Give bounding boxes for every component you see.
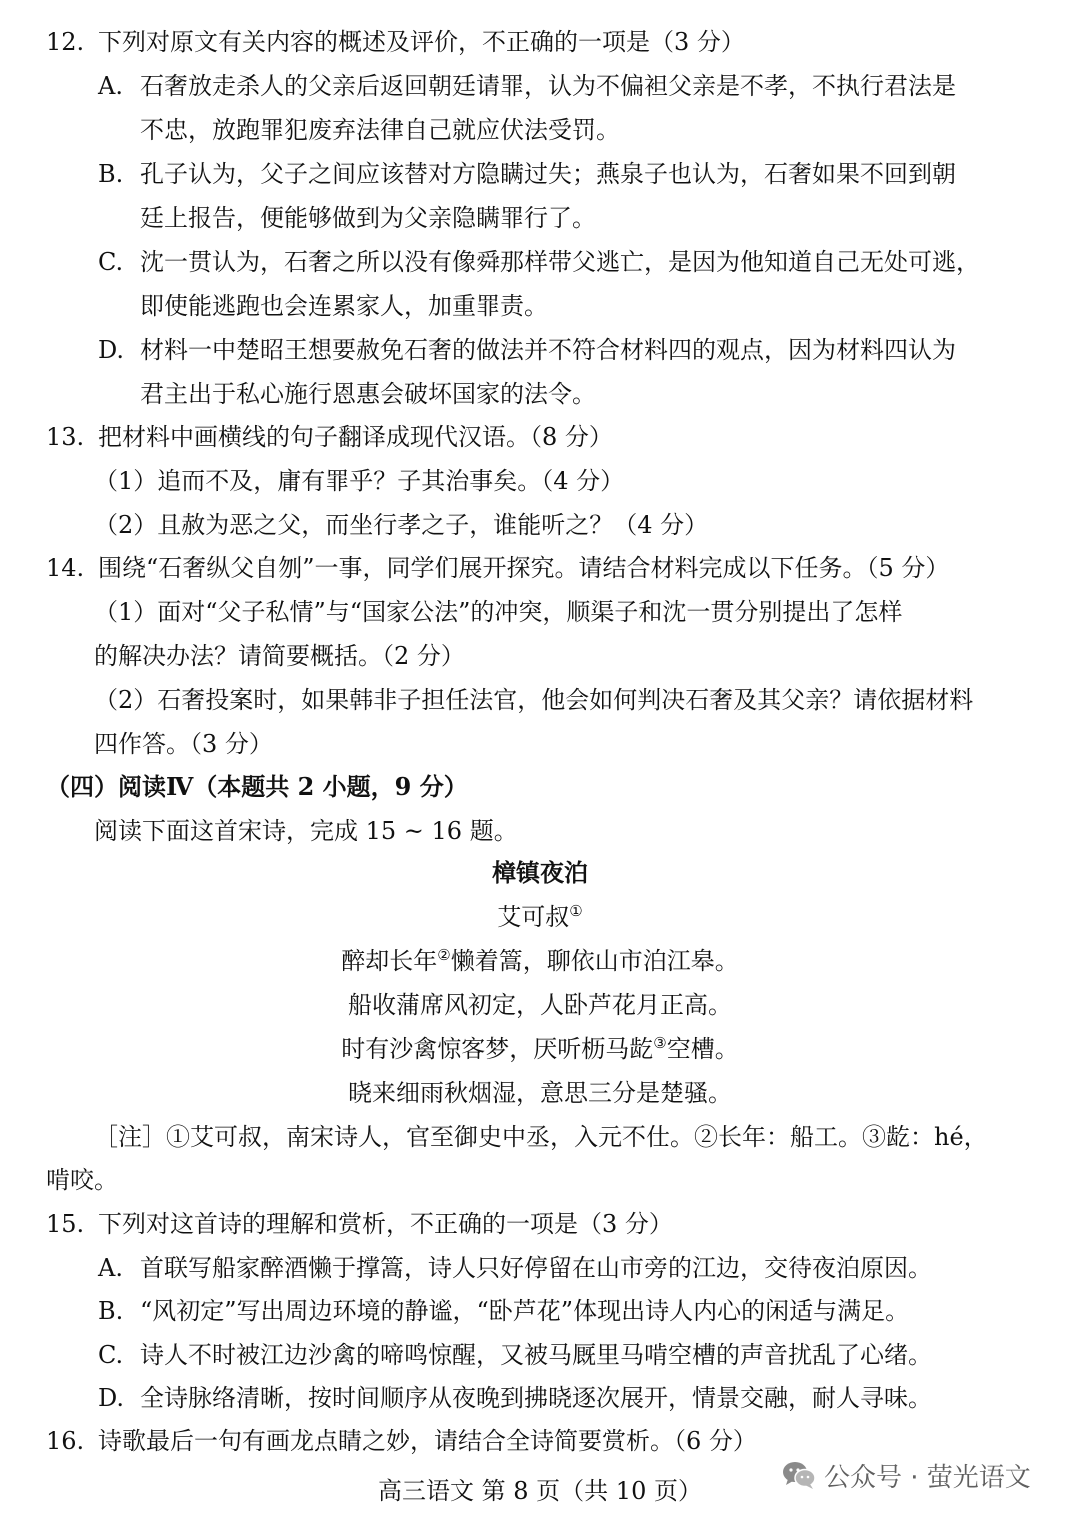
q13-number: 13. <box>46 423 85 451</box>
poem-line-1 <box>0 945 1080 977</box>
q16-number: 16. <box>46 1427 85 1455</box>
q13-stem-text: 把材料中画横线的句子翻译成现代汉语。（8 分） <box>98 423 613 451</box>
section4-heading: （四）阅读Ⅳ（本题共 2 小题，9 分） <box>46 772 468 801</box>
watermark-text: 公众号 · 萤光语文 <box>824 1462 1031 1493</box>
q13-sub1: （1）追而不及，庸有罪乎？子其治事矣。（4 分） <box>94 467 625 495</box>
q12-option-d-line1 <box>98 334 956 366</box>
q12-option-b-line1 <box>98 158 956 190</box>
q14-sub2-line1: （2）石奢投案时，如果韩非子担任法官，他会如何判决石奢及其父亲？请依据材料 <box>94 686 974 714</box>
poem-line-3-note: ③ <box>653 1034 667 1052</box>
poem-title: 樟镇夜泊 <box>492 858 588 887</box>
q12-option-a-label: A. <box>98 72 123 100</box>
q15-option-d-label: D. <box>98 1384 125 1412</box>
notes-line-2: 啃咬。 <box>46 1166 118 1194</box>
poem-line-2: 船收蒲席风初定，人卧芦花月正高。 <box>348 991 732 1019</box>
q12-option-a-text: 石奢放走杀人的父亲后返回朝廷请罪，认为不偏袒父亲是不孝，不执行君法是 <box>140 72 956 100</box>
q12-option-d-line2: 君主出于私心施行恩惠会破坏国家的法令。 <box>140 380 596 408</box>
q12-option-c-label: C. <box>98 248 124 276</box>
q15-option-a-text: 首联写船家醉酒懒于撑篙，诗人只好停留在山市旁的江边，交待夜泊原因。 <box>140 1254 932 1282</box>
section4-intro: 阅读下面这首宋诗，完成 15 ~ 16 题。 <box>94 817 518 845</box>
q14-stem-text: 围绕“石奢纵父自刎”一事，同学们展开探究。请结合材料完成以下任务。（5 分） <box>98 554 950 582</box>
q12-option-c-line1 <box>98 246 980 278</box>
poem-author-name: 艾可叔 <box>497 903 570 931</box>
q16-stem <box>46 1425 757 1457</box>
poem-author <box>0 901 1080 933</box>
q12-option-c-text: 沈一贯认为，石奢之所以没有像舜那样带父逃亡，是因为他知道自己无处可逃， <box>140 248 980 276</box>
q12-number: 12. <box>46 28 85 56</box>
poem-line-1-a: 醉却长年 <box>341 947 438 975</box>
q13-stem <box>46 421 613 453</box>
q15-option-d-text: 全诗脉络清晰，按时间顺序从夜晚到拂晓逐次展开，情景交融，耐人寻味。 <box>140 1384 932 1412</box>
q14-stem <box>46 552 949 584</box>
page-footer: 高三语文 第 8 页（共 10 页） <box>378 1477 702 1505</box>
q12-option-a-line1 <box>98 70 956 102</box>
q15-option-c <box>98 1339 932 1371</box>
q12-option-b-label: B. <box>98 160 124 188</box>
poem-line-1-note: ② <box>437 946 451 964</box>
q15-option-b-label: B. <box>98 1297 124 1325</box>
q15-option-c-label: C. <box>98 1341 124 1369</box>
watermark <box>782 1455 1031 1495</box>
poem-author-note: ① <box>569 902 583 920</box>
poem-line-3 <box>0 1033 1080 1065</box>
q15-option-b-text: “风初定”写出周边环境的静谧，“卧芦花”体现出诗人内心的闲适与满足。 <box>140 1297 910 1325</box>
poem-line-3-a: 时有沙禽惊客梦，厌听枥马龁 <box>341 1035 654 1063</box>
q12-option-d-text: 材料一中楚昭王想要赦免石奢的做法并不符合材料四的观点，因为材料四认为 <box>140 336 956 364</box>
q15-number: 15. <box>46 1210 85 1238</box>
q12-option-b-line2: 廷上报告，便能够做到为父亲隐瞒罪行了。 <box>140 204 596 232</box>
q15-option-a-label: A. <box>98 1254 123 1282</box>
q14-sub2-line2: 四作答。（3 分） <box>94 730 273 758</box>
q14-number: 14. <box>46 554 85 582</box>
q12-option-c-line2: 即使能逃跑也会连累家人，加重罪责。 <box>140 292 548 320</box>
poem-line-4: 晓来细雨秋烟湿，意思三分是楚骚。 <box>348 1079 732 1107</box>
q12-stem <box>46 26 745 58</box>
wechat-icon <box>782 1460 816 1490</box>
q15-option-a <box>98 1252 932 1284</box>
q12-option-d-label: D. <box>98 336 125 364</box>
q15-option-d <box>98 1382 932 1414</box>
q15-option-b <box>98 1295 909 1327</box>
q14-sub1-line1: （1）面对“父子私情”与“国家公法”的冲突，顺渠子和沈一贯分别提出了怎样 <box>94 598 903 626</box>
q13-sub2: （2）且赦为恶之父，而坐行孝之子，谁能听之？（4 分） <box>94 511 709 539</box>
q12-option-a-line2: 不忠，放跑罪犯废弃法律自己就应伏法受罚。 <box>140 116 620 144</box>
q16-stem-text: 诗歌最后一句有画龙点睛之妙，请结合全诗简要赏析。（6 分） <box>98 1427 757 1455</box>
q15-stem <box>46 1208 673 1240</box>
poem-line-1-b: 懒着篙，聊依山市泊江皋。 <box>450 947 739 975</box>
q12-stem-text: 下列对原文有关内容的概述及评价，不正确的一项是（3 分） <box>98 28 745 56</box>
q12-option-b-text: 孔子认为，父子之间应该替对方隐瞒过失；燕泉子也认为，石奢如果不回到朝 <box>140 160 956 188</box>
q15-stem-text: 下列对这首诗的理解和赏析，不正确的一项是（3 分） <box>98 1210 673 1238</box>
q14-sub1-line2: 的解决办法？请简要概括。（2 分） <box>94 642 465 670</box>
notes-line-1: ［注］①艾可叔，南宋诗人，官至御史中丞，入元不仕。②长年：船工。③龁：hé， <box>94 1123 988 1151</box>
q15-option-c-text: 诗人不时被江边沙禽的啼鸣惊醒，又被马厩里马啃空槽的声音扰乱了心绪。 <box>140 1341 932 1369</box>
poem-line-3-b: 空槽。 <box>666 1035 739 1063</box>
